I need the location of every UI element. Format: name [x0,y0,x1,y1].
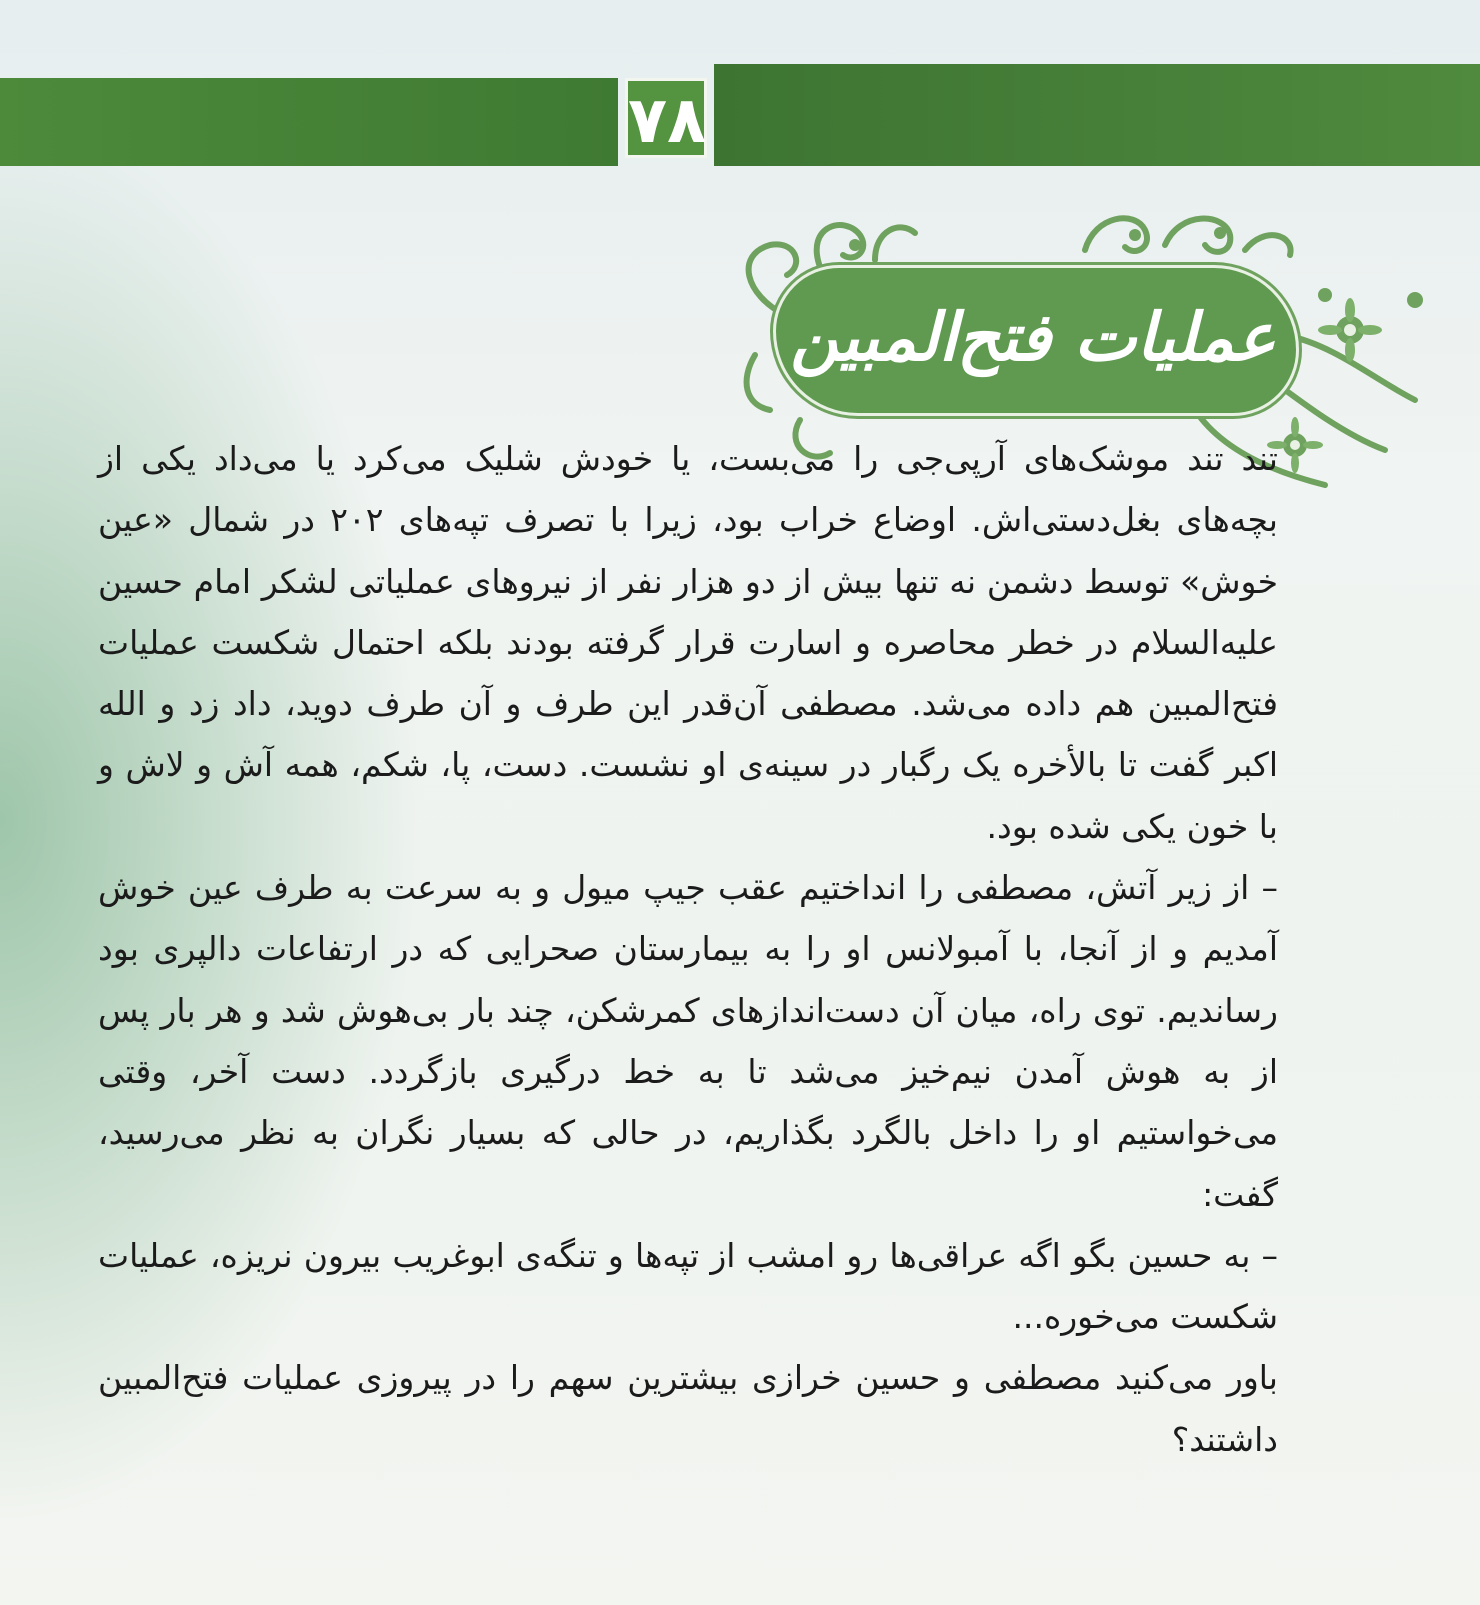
paragraph: باور می‌کنید مصطفی و حسین خرازی بیشترین سهم را در پیروزی عملیات فتح‌المبین داشتند؟ [98,1358,1278,1459]
header-band [0,78,1480,166]
header-band-left [0,78,618,166]
page-number: ۷۸ [625,78,707,158]
chapter-title: عملیات فتح‌المبین [790,298,1276,376]
paragraph: – به حسین بگو اگه عراقی‌ها رو امشب از تپه‌ها و تنگه‌ی ابوغریب بیرون نریزه، عملیات شکست می‌خوره... [98,1235,1278,1337]
body-text [98,428,1278,1470]
paragraph: – از زیر آتش، مصطفی را انداختیم عقب جیپ میول و به سرعت به طرف عین خوش آمدیم و از آنجا، با آمبولانس او را به بیمارستان صحرایی که در ارتفاعات دالپری بود رساندیم. توی راه، میان آن دست‌اندازهای کمرشکن، چند بار بی‌هوش شد و هر بار پس از به هوش آمدن نیم‌خیز می‌شد تا به خط درگیری بازگردد. دست آخر، وقتی می‌خواستیم او را داخل بالگرد بگذاریم، در حالی که بسیار نگران به نظر می‌رسید، گفت: [98,868,1278,1214]
header-band-right [714,64,1480,166]
paragraph: تند تند موشک‌های آرپی‌جی را می‌بست، یا خودش شلیک می‌کرد یا می‌داد یکی از بچه‌های بغل‌دستی‌اش. اوضاع خراب بود، زیرا با تصرف تپه‌های ۲۰۲ در شمال «عین خوش» توسط دشمن نه تنها بیش از دو هزار نفر از نیروهای عملیاتی لشکر امام حسین علیه‌السلام در خطر محاصره و اسارت قرار گرفته بودند بلکه احتمال شکست عملیات فتح‌المبین هم داده می‌شد. مصطفی آن‌قدر این طرف و آن طرف دوید، داد زد و الله اکبر گفت تا بالأخره یک رگبار در سینه‌ی او نشست. دست، پا، شکم، همه آش و لاش و با خون یکی شده بود. [98,439,1278,846]
